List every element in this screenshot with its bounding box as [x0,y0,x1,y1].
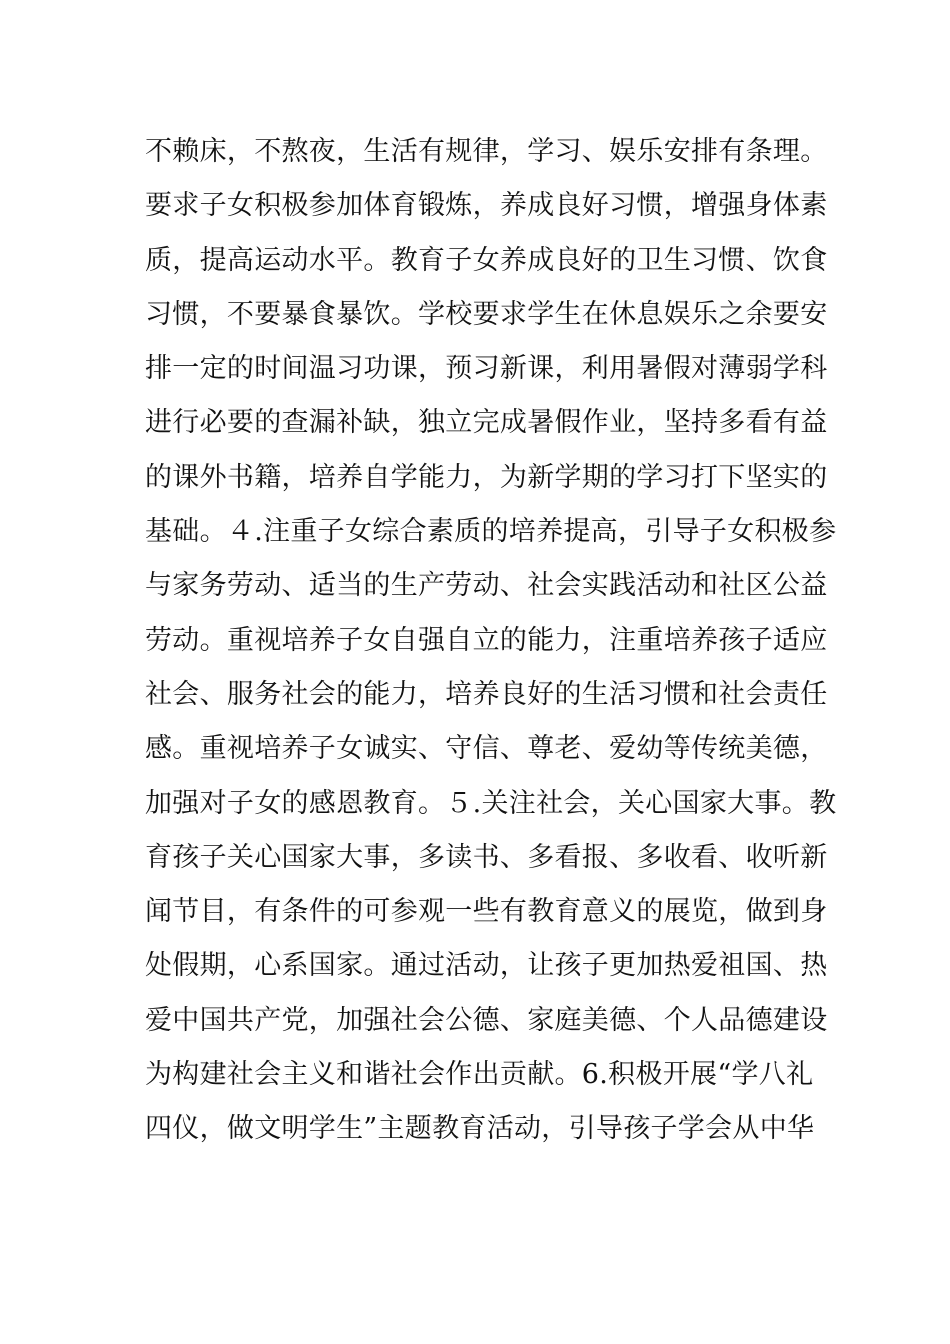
text-line: 育孩子关心国家大事，多读书、多看报、多收看、收听新 [145,841,828,873]
text-line: 加强对子女的感恩教育。５.关注社会，关心国家大事。教 [145,787,837,819]
text-line: 基础。４.注重子女综合素质的培养提高，引导子女积极参 [145,516,837,548]
text-line: 要求子女积极参加体育锻炼，养成良好习惯，增强身体素 [145,190,828,222]
text-line: 处假期，心系国家。通过活动，让孩子更加热爱祖国、热 [145,950,828,982]
text-line: 感。重视培养子女诚实、守信、尊老、爱幼等传统美德， [145,733,828,765]
text-line: 排一定的时间温习功课，预习新课，利用暑假对薄弱学科 [145,353,828,385]
text-line: 习惯，不要暴食暴饮。学校要求学生在休息娱乐之余要安 [145,298,828,330]
text-line: 不赖床，不熬夜，生活有规律，学习、娱乐安排有条理。 [145,136,828,167]
text-line: 社会、服务社会的能力，培养良好的生活习惯和社会责任 [145,678,828,710]
text-line: 劳动。重视培养子女自强自立的能力，注重培养孩子适应 [145,624,828,656]
text-line: 与家务劳动、适当的生产劳动、社会实践活动和社区公益 [145,570,828,602]
text-line: 质，提高运动水平。教育子女养成良好的卫生习惯、饮食 [145,244,828,276]
text-line: 进行必要的查漏补缺，独立完成暑假作业，坚持多看有益 [145,407,828,439]
text-line: 的课外书籍，培养自学能力，为新学期的学习打下坚实的 [145,461,828,493]
text-line: 四仪，做文明学生”主题教育活动，引导孩子学会从中华 [145,1113,815,1145]
text-line: 闻节目，有条件的可参观一些有教育意义的展览，做到身 [145,896,828,928]
body-text [145,125,837,1157]
text-line: 爱中国共产党，加强社会公德、家庭美德、个人品德建设 [145,1004,828,1036]
text-line: 为构建社会主义和谐社会作出贡献。6.积极开展“学八礼 [145,1059,814,1091]
